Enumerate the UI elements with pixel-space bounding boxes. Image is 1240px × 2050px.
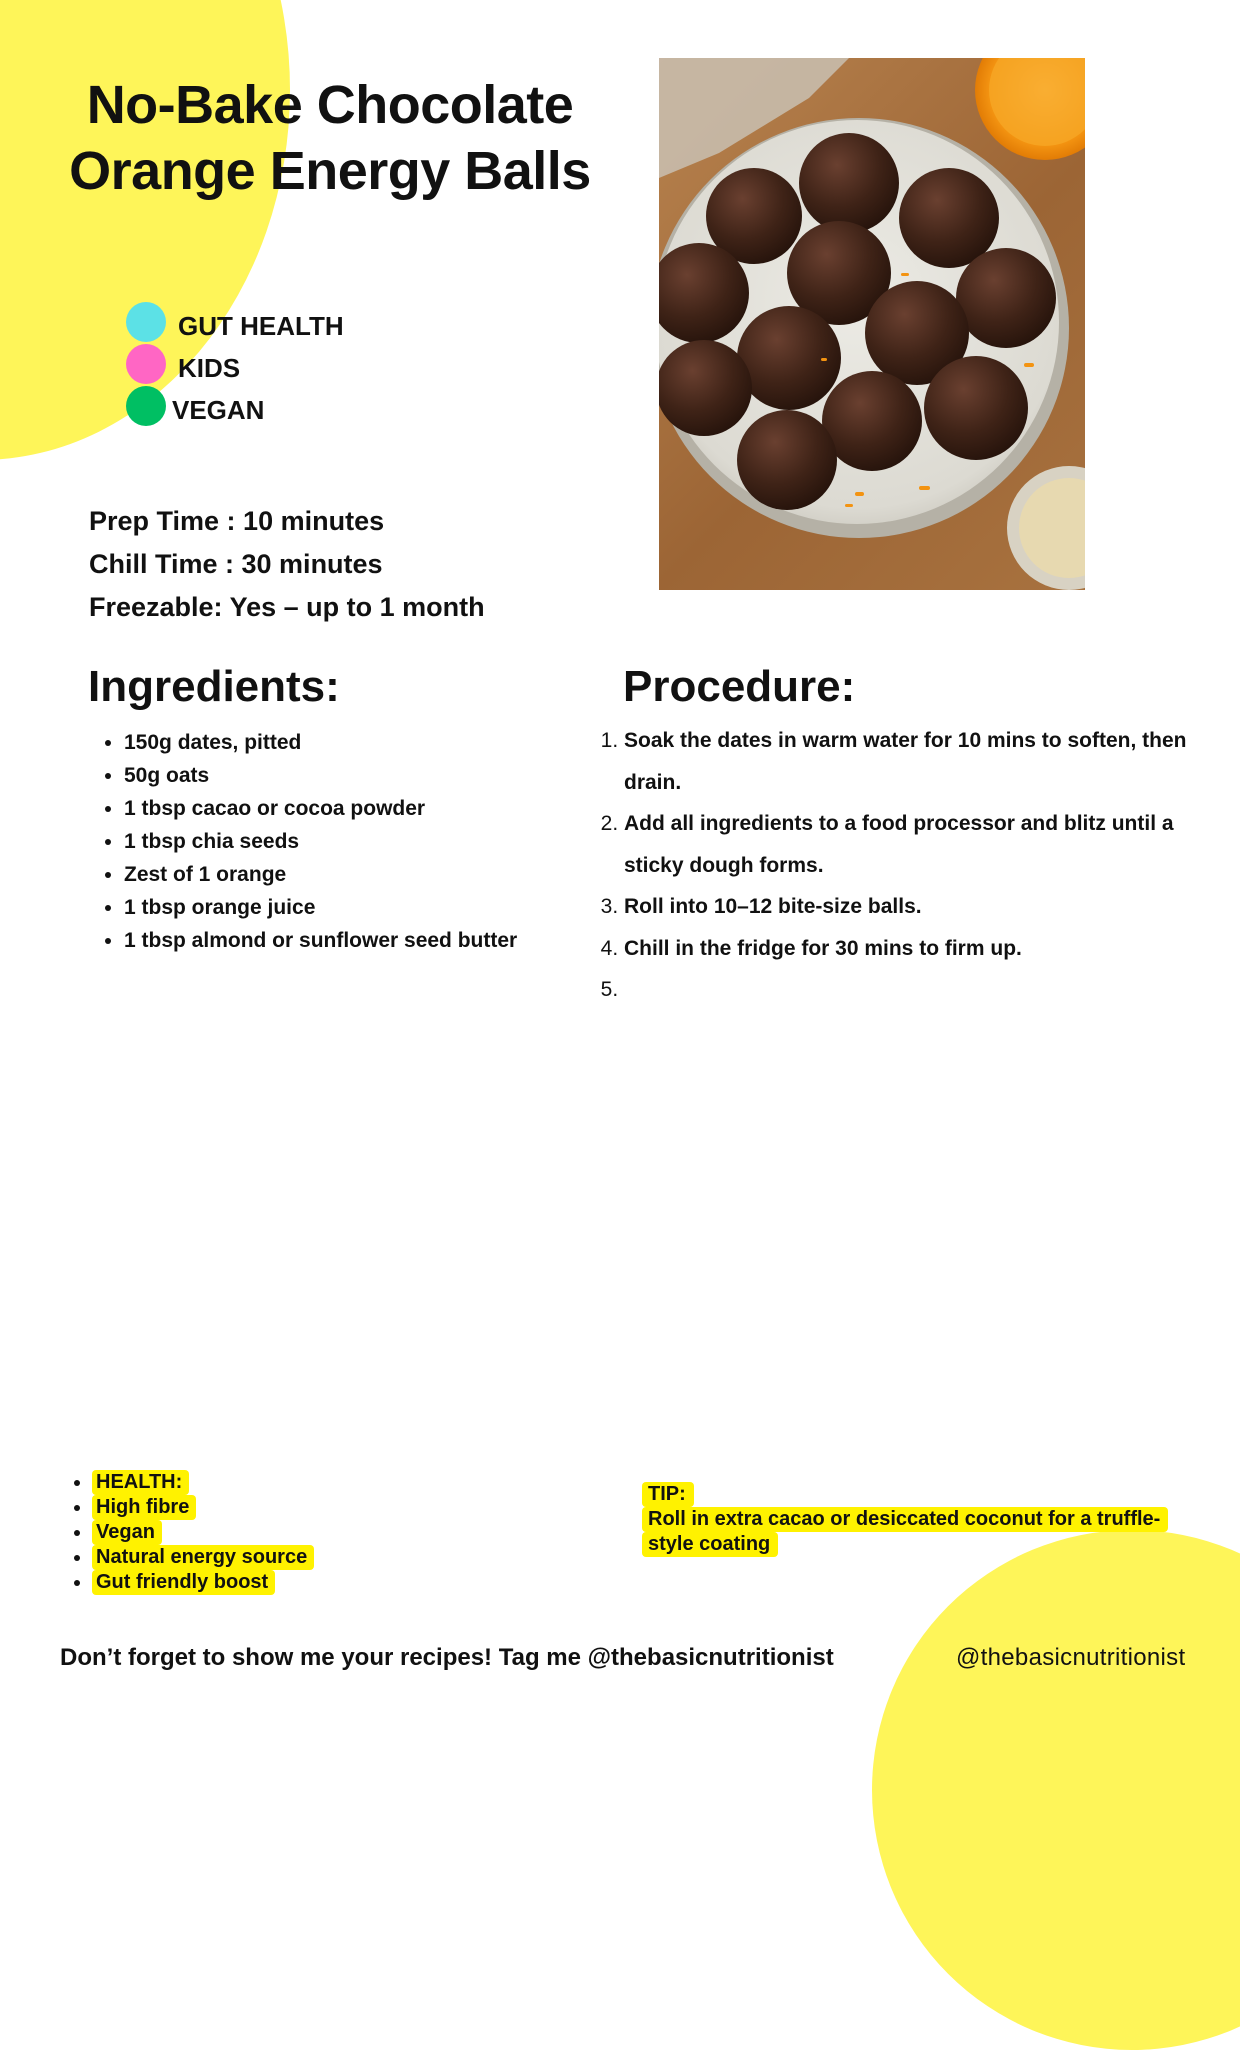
- tag-label: VEGAN: [172, 395, 265, 425]
- list-item: [92, 1520, 392, 1545]
- health-benefits: [72, 1470, 392, 1595]
- procedure-step: 2. Add all ingredients to a food processor and blitz until a sticky dough forms.: [624, 803, 1224, 886]
- tip-label: TIP:: [642, 1482, 694, 1507]
- procedure-steps: [602, 720, 1224, 1011]
- health-item: High fibre: [92, 1495, 196, 1520]
- list-item: [92, 1495, 392, 1520]
- procedure-heading: Procedure:: [623, 662, 856, 711]
- health-item: Gut friendly boost: [92, 1570, 275, 1595]
- procedure-step: 3. Roll into 10–12 bite-size balls.: [624, 886, 1224, 928]
- tag-dot-cyan: [126, 302, 166, 342]
- tag-dot-green: [126, 386, 166, 426]
- freezable-info: Freezable: Yes – up to 1 month: [89, 592, 485, 622]
- energy-balls-plate-image: [659, 58, 1085, 590]
- list-item: • 150g dates, pitted: [124, 726, 624, 759]
- recipe-photo: [659, 58, 1085, 590]
- ingredients-heading: Ingredients:: [88, 662, 340, 711]
- health-item: Natural energy source: [92, 1545, 314, 1570]
- list-item: • Zest of 1 orange: [124, 858, 624, 891]
- list-item: • 50g oats: [124, 759, 624, 792]
- ingredients-list: [96, 726, 624, 957]
- tip-box: [642, 1482, 1182, 1557]
- decorative-yellow-circle-bottom: [872, 1530, 1240, 2050]
- social-handle: @thebasicnutritionist: [956, 1644, 1186, 1671]
- procedure-step: 4. Chill in the fridge for 30 mins to firm up.: [624, 928, 1224, 970]
- procedure-step: 1. Soak the dates in warm water for 10 mins to soften, then drain.: [624, 720, 1224, 803]
- health-item: Vegan: [92, 1520, 162, 1545]
- chill-time: Chill Time : 30 minutes: [89, 549, 383, 579]
- tag-label: GUT HEALTH: [178, 311, 344, 341]
- recipe-title: No-Bake Chocolate Orange Energy Balls: [69, 75, 591, 201]
- list-item: [92, 1545, 392, 1570]
- tag-label: KIDS: [178, 353, 241, 383]
- list-item: • 1 tbsp cacao or cocoa powder: [124, 792, 624, 825]
- tag-dot-pink: [126, 344, 166, 384]
- prep-time: Prep Time : 10 minutes: [89, 506, 385, 536]
- list-item: • 1 tbsp orange juice: [124, 891, 624, 924]
- tip-text: Roll in extra cacao or desiccated coconut for a truffle-style coating: [642, 1507, 1168, 1557]
- recipe-meta: [89, 500, 485, 629]
- procedure-step: [624, 969, 1224, 1011]
- health-heading: HEALTH:: [92, 1470, 189, 1495]
- list-item: [92, 1570, 392, 1595]
- list-item: [92, 1470, 392, 1495]
- footer-message: Don’t forget to show me your recipes! Tag me @thebasicnutritionist: [60, 1644, 834, 1671]
- list-item: • 1 tbsp almond or sunflower seed butter: [124, 924, 624, 957]
- list-item: • 1 tbsp chia seeds: [124, 825, 624, 858]
